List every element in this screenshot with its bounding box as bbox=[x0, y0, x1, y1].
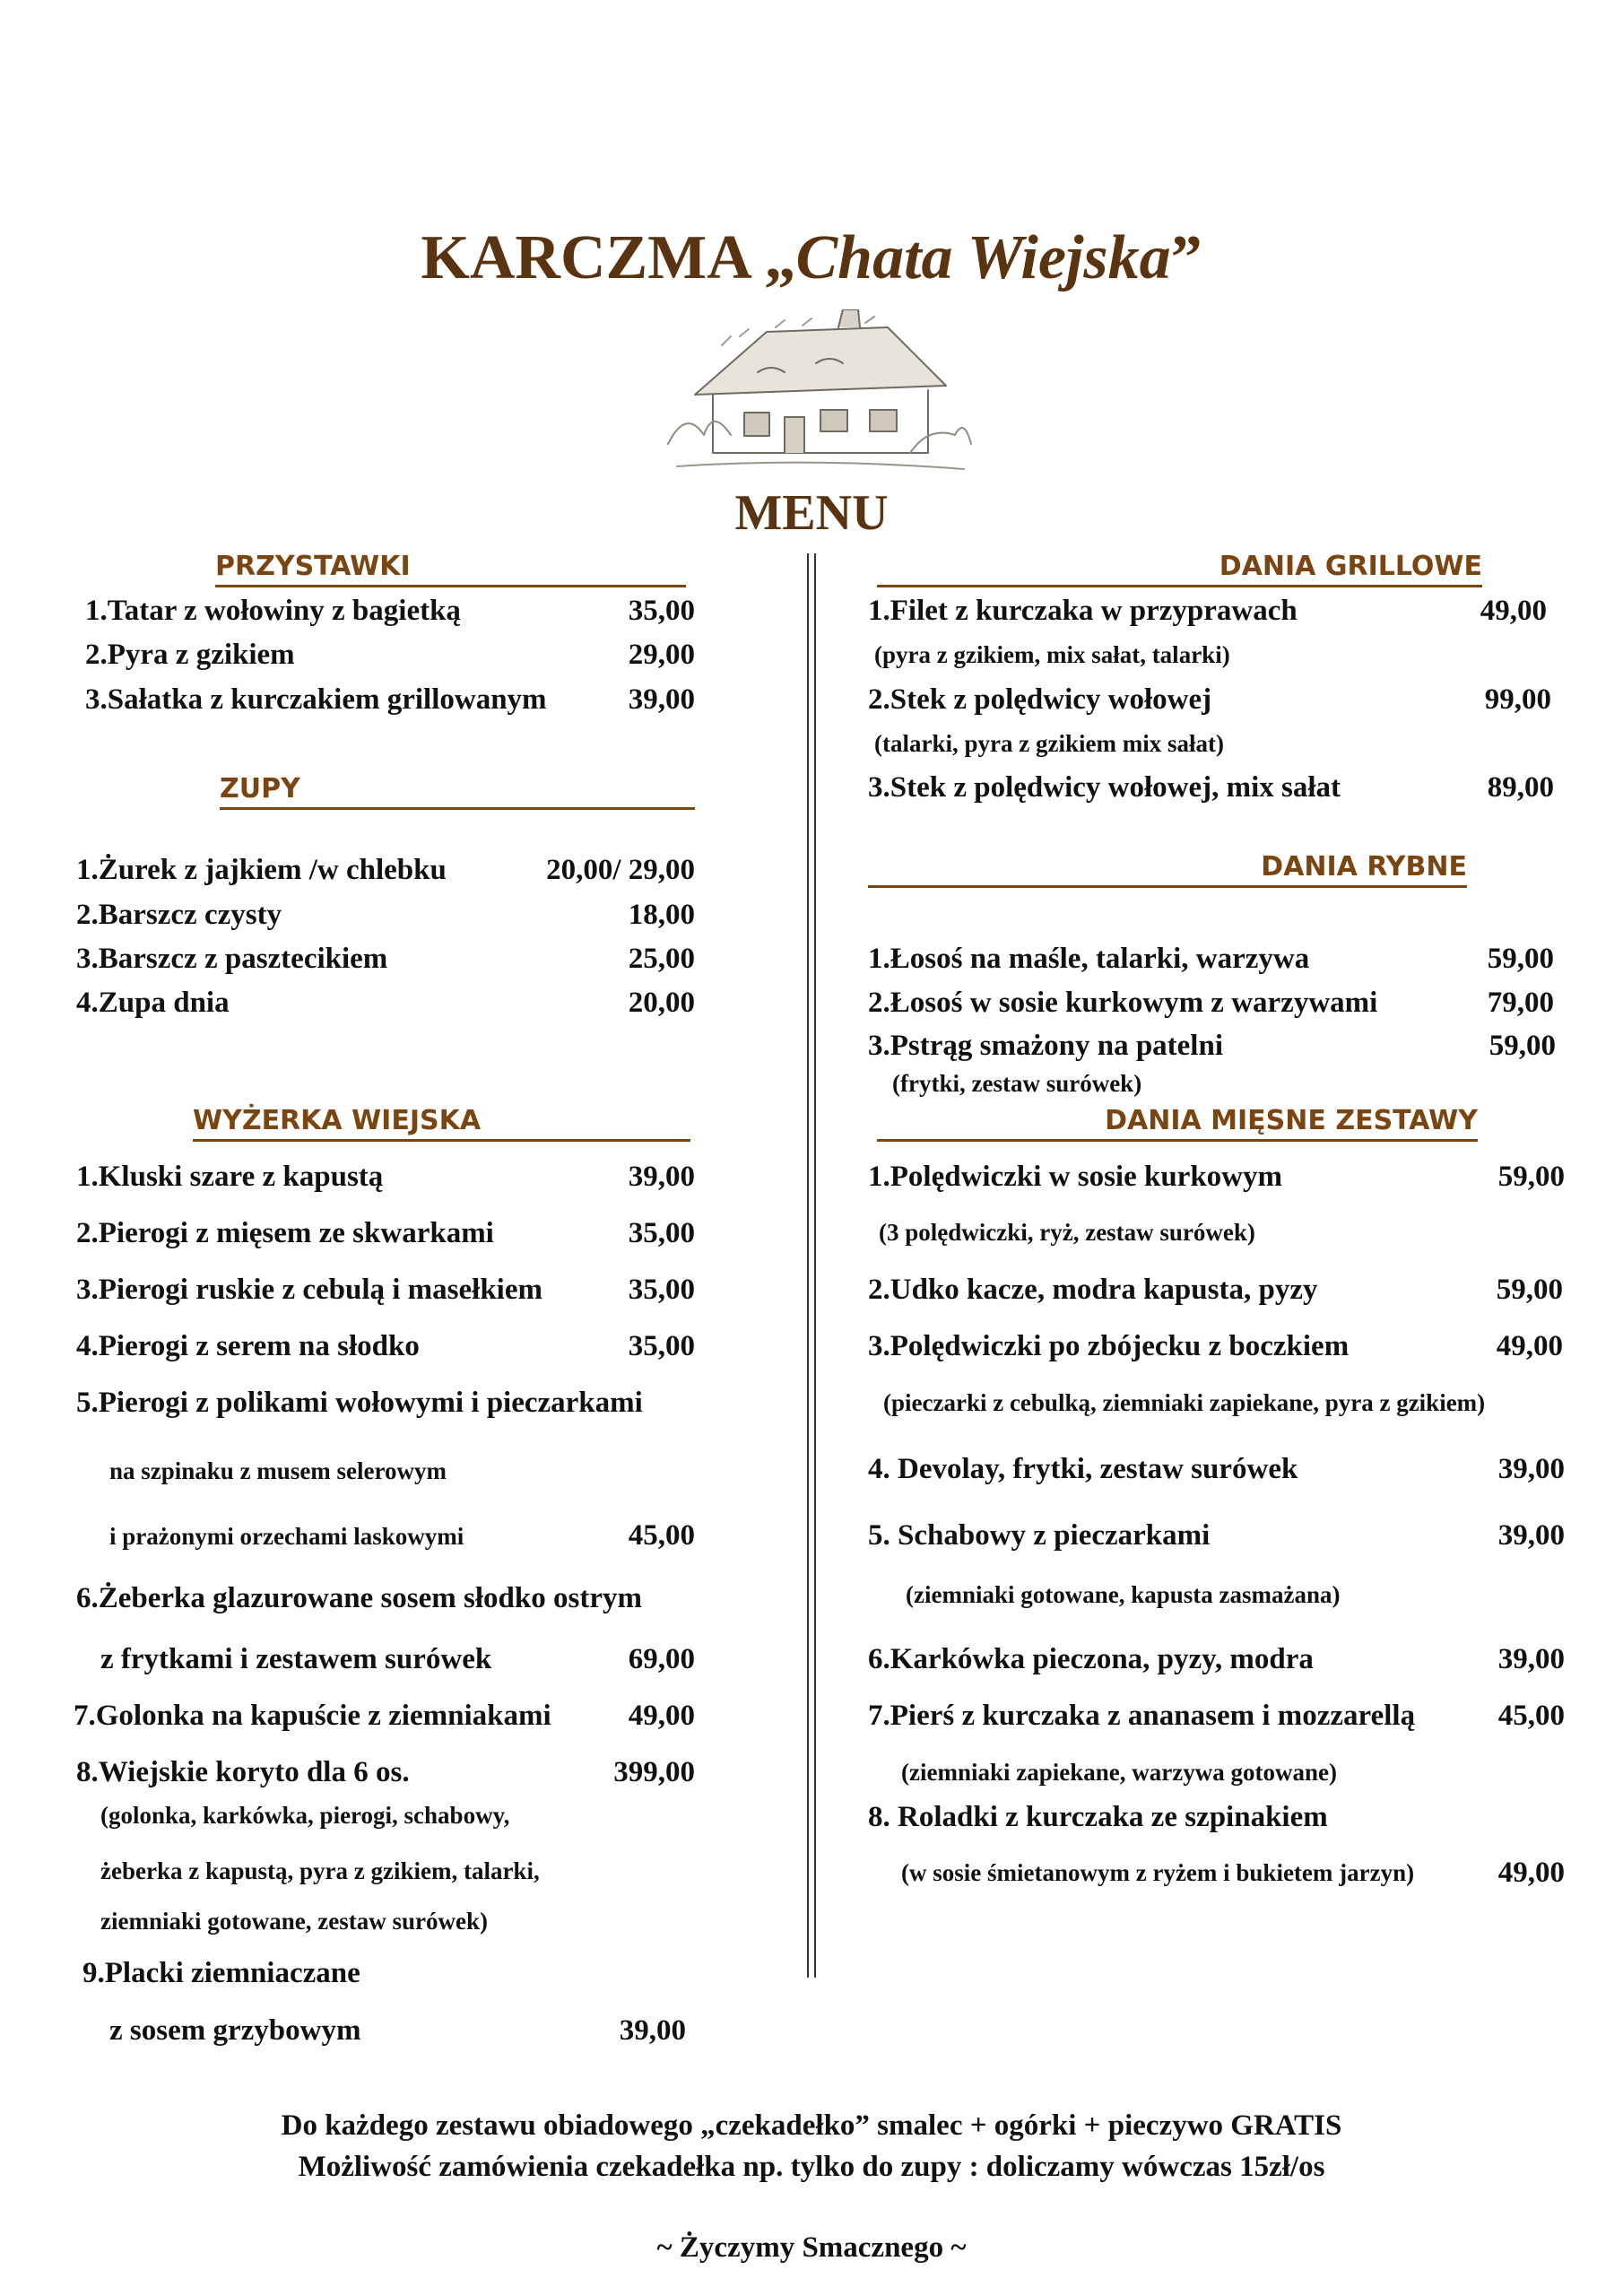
menu-item: 7.Golonka na kapuście z ziemniakami bbox=[74, 1700, 551, 1732]
menu-heading: MENU bbox=[734, 485, 889, 541]
menu-item: 6.Żeberka glazurowane sosem słodko ostrym bbox=[76, 1582, 642, 1614]
menu-item: 2.Łosoś w sosie kurkowym z warzywami bbox=[868, 987, 1378, 1019]
restaurant-title bbox=[0, 222, 1623, 294]
menu-item: 4. Devolay, frytki, zestaw surówek bbox=[868, 1453, 1298, 1485]
menu-item-price: 39,00 bbox=[1497, 1453, 1565, 1485]
menu-item-price: 59,00 bbox=[1488, 1030, 1556, 1062]
menu-item: 5. Schabowy z pieczarkami bbox=[868, 1519, 1211, 1552]
menu-item-price: 35,00 bbox=[628, 1217, 695, 1249]
menu-item: 5.Pierogi z polikami wołowymi i pieczarkami bbox=[76, 1387, 643, 1419]
menu-item-price: 45,00 bbox=[1497, 1700, 1565, 1732]
menu-item-description: (ziemniaki gotowane, kapusta zasmażana) bbox=[906, 1581, 1341, 1608]
column-divider bbox=[807, 553, 816, 1978]
menu-item-price: 69,00 bbox=[628, 1643, 695, 1675]
footer-note-1: Do każdego zestawu obiadowego „czekadełko” smalec + ogórki + pieczywo GRATIS bbox=[281, 2109, 1342, 2142]
footer-note-2: Możliwość zamówienia czekadełka np. tylko do zupy : doliczamy wówczas 15zł/os bbox=[298, 2151, 1325, 2183]
menu-item-price: 49,00 bbox=[1496, 1330, 1563, 1362]
menu-item-price: 35,00 bbox=[628, 595, 695, 627]
title-prefix: KARCZMA „ bbox=[421, 223, 796, 292]
menu-item: z frytkami i zestawem surówek bbox=[100, 1643, 492, 1675]
section-wyzerka-title: WYŻERKA WIEJSKA bbox=[193, 1103, 690, 1142]
menu-item-price: 99,00 bbox=[1484, 683, 1551, 716]
section-zupy-title: ZUPY bbox=[220, 771, 695, 810]
menu-item-price: 49,00 bbox=[628, 1700, 695, 1732]
menu-item: 1.Polędwiczki w sosie kurkowym bbox=[868, 1161, 1282, 1193]
menu-item: 3.Pstrąg smażony na patelni bbox=[868, 1030, 1223, 1062]
menu-item: 4.Pierogi z serem na słodko bbox=[76, 1330, 420, 1362]
menu-item-price: 18,00 bbox=[628, 899, 695, 931]
menu-item-description: i prażonymi orzechami laskowymi bbox=[109, 1523, 464, 1550]
menu-item-price: 39,00 bbox=[1497, 1519, 1565, 1552]
cottage-illustration bbox=[659, 309, 973, 480]
menu-item: 1.Łosoś na maśle, talarki, warzywa bbox=[868, 943, 1310, 975]
menu-item-price: 39,00 bbox=[619, 2014, 686, 2047]
menu-item-price: 39,00 bbox=[628, 1161, 695, 1193]
menu-item-price: 89,00 bbox=[1487, 771, 1554, 804]
menu-item-price: 49,00 bbox=[1480, 595, 1547, 627]
menu-item-price: 29,00 bbox=[628, 639, 695, 671]
menu-item-description: (frytki, zestaw surówek) bbox=[892, 1070, 1142, 1097]
menu-item: 2.Udko kacze, modra kapusta, pyzy bbox=[868, 1274, 1318, 1306]
menu-item: 9.Placki ziemniaczane bbox=[82, 1957, 360, 1989]
menu-item: 1.Żurek z jajkiem /w chlebku bbox=[76, 854, 447, 886]
menu-item-description: żeberka z kapustą, pyra z gzikiem, talarki, bbox=[100, 1857, 540, 1884]
menu-item: 7.Pierś z kurczaka z ananasem i mozzarellą bbox=[868, 1700, 1416, 1732]
menu-item-price: 25,00 bbox=[628, 943, 695, 975]
menu-item: 3.Barszcz z pasztecikiem bbox=[76, 943, 388, 975]
menu-item-description: (3 polędwiczki, ryż, zestaw surówek) bbox=[879, 1219, 1255, 1246]
menu-item: 2.Pyra z gzikiem bbox=[85, 639, 295, 671]
menu-item: 3.Pierogi ruskie z cebulą i masełkiem bbox=[76, 1274, 542, 1306]
title-suffix: ” bbox=[1170, 223, 1202, 292]
menu-item-price: 39,00 bbox=[1497, 1643, 1565, 1675]
menu-item-price: 45,00 bbox=[628, 1519, 695, 1552]
menu-item-description: (pieczarki z cebulką, ziemniaki zapiekane, pyra z gzikiem) bbox=[883, 1389, 1486, 1416]
section-przystawki-title: PRZYSTAWKI bbox=[215, 549, 686, 587]
section-grill-title: DANIA GRILLOWE bbox=[877, 549, 1482, 587]
menu-item-description: (ziemniaki zapiekane, warzywa gotowane) bbox=[901, 1759, 1337, 1786]
menu-item-price: 79,00 bbox=[1487, 987, 1554, 1019]
menu-item-description: (golonka, karkówka, pierogi, schabowy, bbox=[100, 1802, 510, 1829]
menu-item-description: (talarki, pyra z gzikiem mix sałat) bbox=[874, 730, 1224, 757]
menu-item: 3.Sałatka z kurczakiem grillowanym bbox=[85, 683, 547, 716]
menu-item: z sosem grzybowym bbox=[109, 2014, 361, 2047]
menu-item-price: 59,00 bbox=[1496, 1274, 1563, 1306]
menu-item-price: 59,00 bbox=[1487, 943, 1554, 975]
menu-item-description: ziemniaki gotowane, zestaw surówek) bbox=[100, 1908, 488, 1935]
menu-item-description: (w sosie śmietanowym z ryżem i bukietem jarzyn) bbox=[901, 1859, 1415, 1886]
menu-item-price: 39,00 bbox=[628, 683, 695, 716]
menu-item: 6.Karkówka pieczona, pyzy, modra bbox=[868, 1643, 1314, 1675]
menu-item: 8. Roladki z kurczaka ze szpinakiem bbox=[868, 1801, 1328, 1833]
section-miesne-title: DANIA MIĘSNE ZESTAWY bbox=[877, 1103, 1478, 1142]
menu-item-price: 35,00 bbox=[628, 1330, 695, 1362]
menu-item: 3.Polędwiczki po zbójecku z boczkiem bbox=[868, 1330, 1350, 1362]
menu-item: 2.Stek z polędwicy wołowej bbox=[868, 683, 1212, 716]
menu-item: 1.Kluski szare z kapustą bbox=[76, 1161, 384, 1193]
menu-item: 3.Stek z polędwicy wołowej, mix sałat bbox=[868, 771, 1341, 804]
footer-wishes: ~ Życzymy Smacznego ~ bbox=[656, 2231, 967, 2264]
menu-item: 8.Wiejskie koryto dla 6 os. bbox=[76, 1756, 410, 1788]
menu-item-price: 20,00 bbox=[628, 987, 695, 1019]
menu-item-price: 20,00/ 29,00 bbox=[546, 854, 695, 886]
menu-item: 1.Tatar z wołowiny z bagietką bbox=[85, 595, 461, 627]
menu-item: 1.Filet z kurczaka w przyprawach bbox=[868, 595, 1298, 627]
menu-item-price: 59,00 bbox=[1497, 1161, 1565, 1193]
title-name: Chata Wiejska bbox=[795, 223, 1171, 292]
menu-item-price: 399,00 bbox=[613, 1756, 695, 1788]
section-ryby-title: DANIA RYBNE bbox=[868, 849, 1467, 888]
menu-item: 2.Barszcz czysty bbox=[76, 899, 282, 931]
menu-item-price: 49,00 bbox=[1497, 1857, 1565, 1889]
menu-item-price: 35,00 bbox=[628, 1274, 695, 1306]
menu-item: 2.Pierogi z mięsem ze skwarkami bbox=[76, 1217, 494, 1249]
menu-item: 4.Zupa dnia bbox=[76, 987, 230, 1019]
menu-item-description: na szpinaku z musem selerowym bbox=[109, 1457, 447, 1484]
menu-item-description: (pyra z gzikiem, mix sałat, talarki) bbox=[874, 641, 1230, 668]
